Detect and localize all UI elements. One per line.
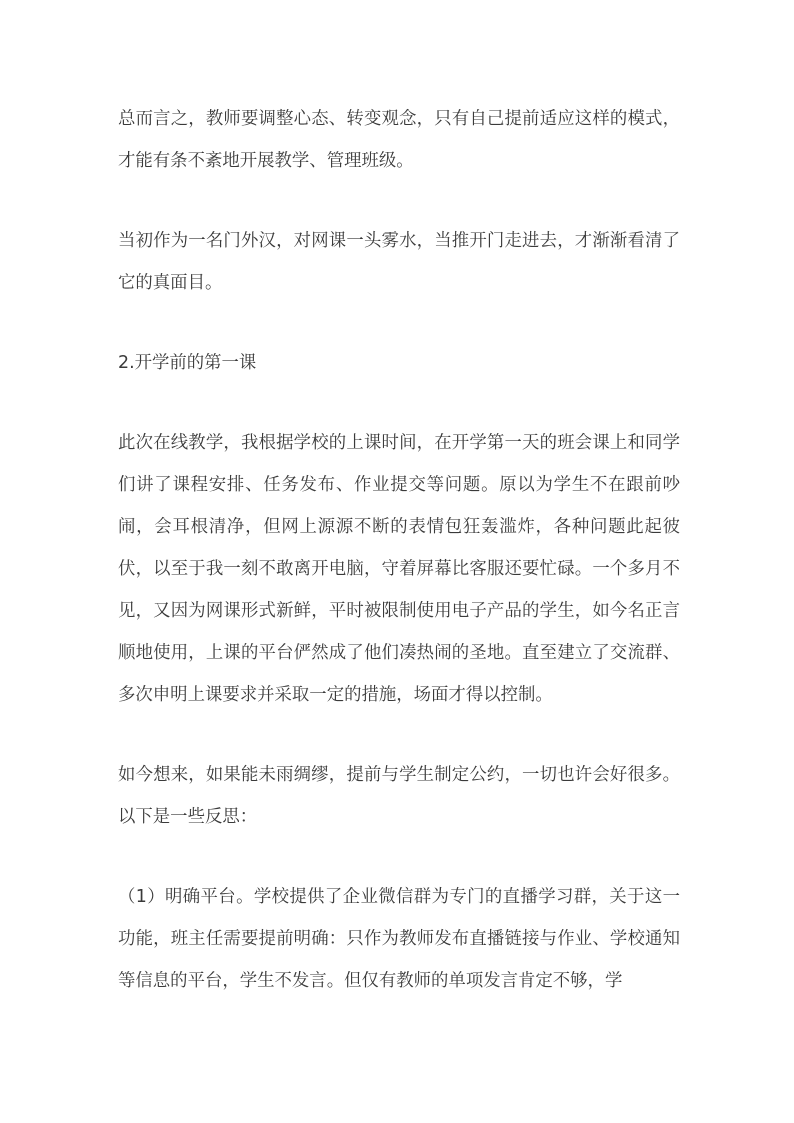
- paragraph-summary: 总而言之，教师要调整心态、转变观念，只有自己提前适应这样的模式，才能有条不紊地开展教学、管理班级。: [118, 109, 680, 171]
- paragraph-intro: 当初作为一名门外汉，对网课一头雾水，当推开门走进去，才渐渐看清了它的真面目。: [118, 231, 680, 293]
- paragraph-point-1: （1）明确平台。学校提供了企业微信群为专门的直播学习群，关于这一功能，班主任需要提前明确：只作为教师发布直播链接与作业、学校通知等信息的平台，学生不发言。但仅有教师的单项发言肯定不够，学: [118, 887, 680, 991]
- section-heading: 2.开学前的第一课: [118, 353, 257, 373]
- document-body: [118, 98, 680, 1002]
- paragraph-first-lesson: 此次在线教学，我根据学校的上课时间，在开学第一天的班会课上和同学们讲了课程安排、任务发布、作业提交等问题。原以为学生不在跟前吵闹，会耳根清净，但网上源源不断的表情包狂轰滥炸，各种问题此起彼伏，以至于我一刻不敢离开电脑，守着屏幕比客服还要忙碌。一个多月不见，又因为网课形式新鲜，平时被限制使用电子产品的学生，如今名正言顺地使用，上课的平台俨然成了他们凑热闹的圣地。直至建立了交流群、多次申明上课要求并采取一定的措施，场面才得以控制。: [118, 433, 680, 705]
- paragraph-reflection-intro: 如今想来，如果能未雨绸缪，提前与学生制定公约，一切也许会好很多。以下是一些反思：: [118, 765, 680, 827]
